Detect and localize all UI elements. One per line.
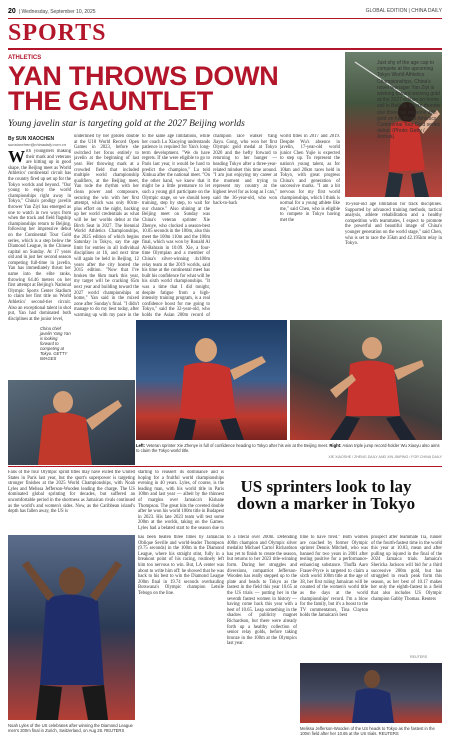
- story2-left-caption: Noah Lyles of the US celebrates after winning the Diamond League men's 200m final in Zurich, Switzerland, on Aug 28. REUTERS: [8, 723, 133, 733]
- inset-photo: [8, 380, 135, 465]
- story2-column-2: starting to reassert its dominance and is hoping for a fruitful world championships evening in 40 years. Lyles, of course, is the leading man, with his world title in Paris 100m and last year — albeit by the thinnest of margins over Jamaica's Kishane Thompson. The great hits the coveted double after he won his world 100m title in Budapest in 2023. His late 2023 team will test some 200m at the worlds, taking on the Games. Lyles had a belated start to the season due to: [138, 470, 224, 531]
- lead-column-5: world titles in 2017 and 2019. Despite Wu's absence in javelin, 17-year-old world junior Chen Yujie is expected to step up. To represent the nation's young talent, as for 10km and 20km races held in Tokyo, with great progress China's and generation of successive marks. "I am a bit nervous for my first world championships, which I think is normal for a young athlete like me," said Chen, who is eligible to compete in Tokyo having met the: [280, 134, 340, 223]
- story2-column-4: time to have fired." Both women are coached by former Olympic sprinter Dennis Mitchell, who was banned for two years in 2001 after testing positive for a performance-enhancing substance. Thuffa Aaro Fraser-Pryce is targeted to claim a sixth world 100m title at the age of 38, her first ruling Jamaican will be counted of the women's world title as the days at the world championships' record. I'm a blow for the family, but it's a boost to the TV commentators, Tina Clayton holds the Jamaican's best: [300, 535, 368, 619]
- celebrating-athlete-icon: [8, 535, 135, 720]
- sprinter-finish-icon: [300, 663, 442, 723]
- jefferson-wooden-photo: [300, 663, 442, 723]
- lead-headline: YAN THROWS DOWN THE GAUNTLET: [8, 61, 279, 116]
- inset-caption: China chief javelin Yang Yan is looking forward to competing at Tokyo. GETTY IMAGES: [40, 326, 71, 361]
- lead-column-1: With youngsters making their mark and veterans are hitting up in good shape, the Beijing meet as World Athletics' continental circuit has the country fired up set up for the Tokyo worlds and beyond. "Our young to enjoy the world championships right away in Tokyo," China's prodigy javelin thrower Yan Ziyi has emerged as one to watch in two ways from when the track and field flagship championships return to Beijing, following her impressive debut on the Continental Tour Gold series, which is a step below the Diamond League, in the Chinese capital on Sunday. At 17 years old and in just her second season competing full-time in javelin, Yan has immediately thrust her name into the elite ranks, throwing 64.46 meters on her first attempt at Beijing's National Olympic Sports Center Stadium to claim her first title on World Athletics' second-tier circuit. Also an exceptional talent in shot put, Yan had dominated both disciplines at the junior level,: [8, 149, 71, 322]
- dropcap: W: [8, 149, 25, 166]
- wu-jump-photo: [290, 320, 442, 440]
- story-divider: [8, 466, 442, 467]
- runner-icon: [136, 320, 287, 440]
- lead-column-6: 16-year-old age limitation for track disciplines. Supported by advanced training methods, tactical analysis, athlete rehabilitation and a healthy competition with teammates, I expect to promote the powerful and beautiful image of China's younger generation on the world stage," said Chen, who is set to race the 35km and 42.195km relay in Tokyo.: [345, 202, 442, 247]
- kicker: ATHLETICS: [8, 55, 42, 61]
- story2-right-caption: Melissa Jefferson-Wooden of the US heads to Tokyo as the fastest in the 100m field after her 10.65 at the US trials. REUTERS: [300, 726, 435, 736]
- lead-column-4: champion race walker Yang Jiayu. Gong, who won her first Olympic gold medal at Tokyo 2020 and the hefty forward to returning to her hunger — heading Tokyo after a three-year-related mindset this time around. "I am just enjoying my career at the moment and trying to represent my country at the highest level for as long as I can," said the 36-year-old, who won back-to-back: [213, 134, 277, 207]
- lead-standfirst: Young javelin star is targeting gold at the 2027 Beijing worlds: [8, 119, 245, 129]
- lead-column-2: underlined by her golden double at the U18 World Record Open Games in 2023, before she switched her focus entirely to javelin at the beginning of last year. Her throwing mark at a crowded field that included multiple world championship qualifiers, at the Beijing meet, Yan rode the rhythm with her clean power and composure, securing the win with her first attempt, which was only 80cm-plus effort on the night, backing up her world credentials as what will be her worlds debut at the Birch Seat in 2027. The biennial World Athletics Championships, the 2025 edition of which begins Saturday in Tokyo, say the age limit for entries in all individual disciplines at 16, and next time will again be held in Beijing, 12 years after the city hosted the 2015 edition. "Now that I've broken the 6km mark this year, my target will be cracking 65m next year and building toward the 2027 world championships at home," Yan said in the mixed zone after Sunday's final. "I didn't manage to do my best today, after warming up with my pace in the: [74, 134, 139, 317]
- story2-source: REUTERS: [410, 655, 428, 659]
- noah-lyles-photo: [8, 535, 135, 720]
- sprinter-icon: [8, 380, 135, 465]
- lead-column-3: to the same age limitations, while her coach Lu Xiaoying understands patience is required for Yan's long-term development. "We do have regrets. If she were eligible to go to Paris last year, it would be hard to predict the champion," Lu told Xinhua after the national meet. "On the other hand, we know that it might be a little premature to let such a young girl participate on the Olympic stage, so we should keep training, step by step, to wait for our chance." Also shining at the Beijing meet on Sunday was China's veteran sprinter Xie Zhenye, who clocked a season-best 10.05 seconds in the 100m, also this meet the 100m 110m and the 100m final, which was won by Ronald Al Al-Bahrain in 10.09. Xie, a four-time Olympian and a member of China's silver-winning 4x100m relay team at the 2019 worlds, said his time at the continental meet has built his confidence for what will be his sixth world championships. "It was a time that I did tonight, despite fatigue from a high-intensity training program, is a real confidence boost for me going to Tokyo," said the 32-year-old, who holds the Asian 200m record of: [142, 134, 210, 317]
- story2-headline: US sprinters look to lay down a marker in Tokyo: [236, 477, 416, 513]
- header-rule: [8, 18, 442, 19]
- section-masthead: SPORTS: [8, 20, 107, 46]
- byline: By SUN XIAOCHEN: [8, 136, 55, 142]
- xie-zhenye-photo: [136, 320, 287, 440]
- page-header: [8, 6, 442, 18]
- page-number: 20: [8, 8, 16, 15]
- jumper-icon: [290, 320, 442, 440]
- story2-column-3: to a literal over 200m. Defending 400m champion and Olympic silver medalist Michael Carrol Richardson has yet to finish to create the season, but returns to her 2023 title-winning form. During her struggles and diversions, compatriot Jefferson-Wooden has really stepped up to the plate and heads to Tokyo as the fastest in the field this year 10.65 at the US trials — putting her in the seventh fastest women in history — having come back this year with a best of 10.65. Leap something in the shadow of publicity magnet Richardson, but there were already forth up a healthy collection of senior relay golds, before taking bronze in the 100m at the Olympics last year.: [227, 535, 297, 647]
- story2-column-5: prospect after teammate Tia, runner of the fourth-fastest time in the world this year at 10.83, mean and after pulling up injured in the final of the 2024 Jamaica trials. Jamaica's Shericka Jackson will bid for a third successive 200m gold, but has struggled to reach peak form this season, as her best of 10.17 makes her only the eighth-fastest in a field that also includes US Olympic champion Gabby Thomas. Reuters: [371, 535, 442, 602]
- byline-email: sunxiaochen@chinadaily.com.cn: [8, 142, 67, 147]
- masthead-rule: [8, 48, 442, 50]
- sidebar-blurb: Just shy of the age cap to compete at the upcoming Tokyo World Athletics Championships, China's novel teenager Yan Ziyi is working toward winning gold at the 2027 edition on home soil in Beijing, where thunder she threw six seasons with gold on her World Athletics Continental Tour Gold series debut. (Photo: Getty / Xinhua): [377, 60, 441, 141]
- edition-line: GLOBAL EDITION | CHINA DAILY: [365, 8, 442, 14]
- story2-column-1: Fans of the four Olympic sprint titles may have exited the United States in Paris last year, but the sport's superpower is targeting stronger finishes at the 2025 World Championships, with Noah Lyles and Melissa Jefferson-Wooden leading the charge. The US dominated global sprinting for decades, but suffered an uncomfortable period in the shortness as Jamaican rivals continued as the world's and women's sides. Now, as the Caribbean island's depth has fallen away, the US is: [8, 470, 135, 515]
- story2-column-2b: has been beaten three times by Jamaican Oblique Seville and world-leader Thompson (9.75 seconds) in the 100m in the Diamond League, where his straight stint, fully in a breakout point of his racing, routinely left him too nervous to win. But, LA center was about to write him off: he showed that he was back to his best to win the Diamond League 200m final in 19.74 seconds overhauling Botswana's Olympic champion Letsile Tebogo on the line.: [138, 535, 224, 596]
- lead-photo-captions: Left: Veteran sprinter Xie Zhenye is full of confidence heading to Tokyo after his win at the Beijing meet. Right: Asian triple jump record-holder Wu Xiaoyu also aims to claim the Tokyo world title.: [136, 443, 440, 453]
- photo-credit: XIE XIAOSHE / ZHENG DAILY AND XIN JINPING / FOR CHINA DAILY: [328, 455, 442, 459]
- date-line: | Wednesday, September 10, 2025: [18, 9, 96, 15]
